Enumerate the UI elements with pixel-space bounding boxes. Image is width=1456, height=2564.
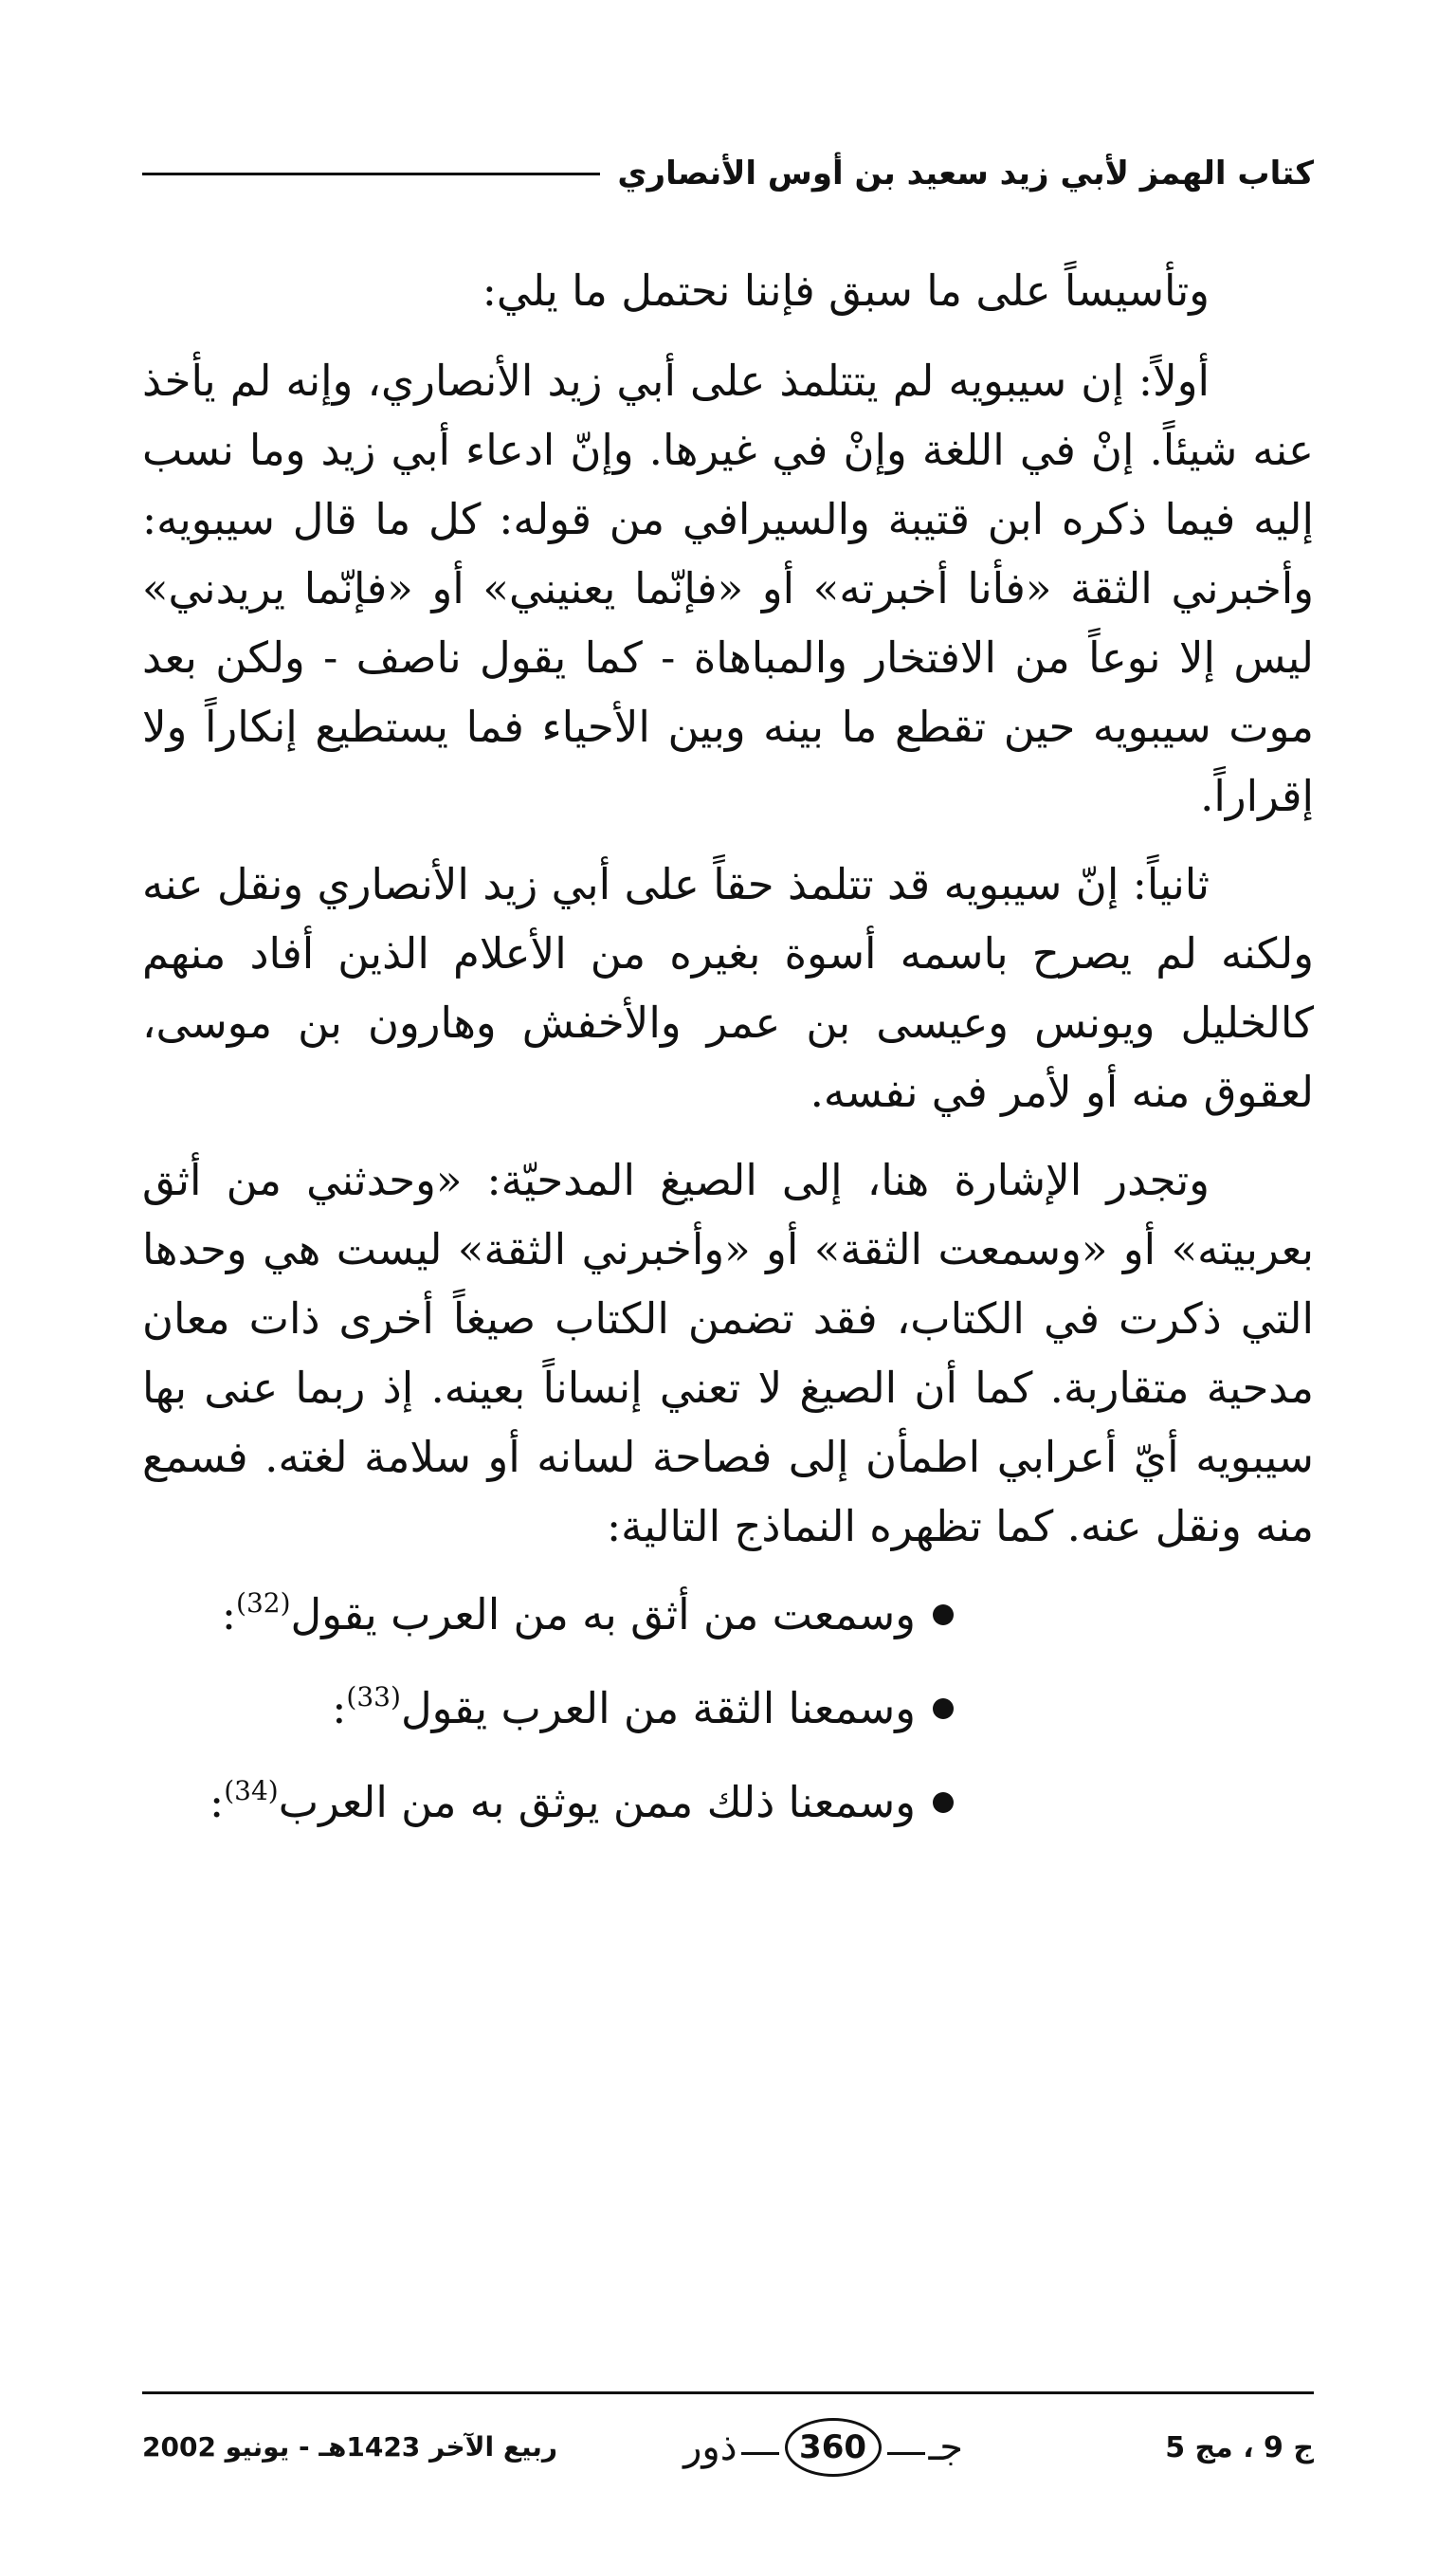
example-text: وسمعت من أثق به من العرب يقول$^{(32)}$: [221,1587,916,1639]
footnote-ref: (33) [346,1681,401,1712]
bullet-icon [933,1792,954,1813]
journal-line-icon [741,2452,779,2455]
issue-label: ج 9 ، مج 5 [1165,2431,1314,2464]
bullet-icon [933,1604,954,1625]
paragraph-third: وتجدر الإشارة هنا، إلى الصيغ المدحيّة: «وحدثني من أثق بعربيته» أو «وسمعت الثقة» أو «وأخبرني الثقة» ليست هي وحدها التي ذكرت في الكتاب، فقد تضمن الكتاب صيغاً أخرى ذات معان مدحية متقاربة. كما أن الصيغ لا تعني إنساناً بعينه. إذ ربما عنى بها سيبويه أيّ أعرابي اطمأن إلى فصاحة لسانه أو سلامة لغته. فسمع منه ونقل عنه. كما تظهره النماذج التالية: [142,1155,1314,1551]
paragraph-second: ثانياً: إنّ سيبويه قد تتلمذ حقاً على أبي زيد الأنصاري ونقل عنه ولكنه لم يصرح باسمه أسوة بغيره من الأعلام الذين أفاد منهم كالخليل ويونس وعيسى بن عمر والأخفش وهارون بن موسى، لعقوق منه أو لأمر في نفسه. [142,859,1314,1117]
list-item [142,1580,954,1649]
journal-name-right: جـ [928,2426,963,2469]
footnote-ref: (32) [236,1587,291,1619]
intro-paragraph: وتأسيساً على ما سبق فإننا نحتمل ما يلي: [482,266,1210,316]
footer-rule [142,2391,1314,2394]
page-footer [142,2408,1314,2494]
journal-mark [683,2418,963,2477]
example-text: وسمعنا ذلك ممن يوثق به من العرب$^{(34)}$: [209,1775,916,1827]
date-label: ربيع الآخر 1423هـ - يونيو 2002 [142,2431,558,2463]
example-text: وسمعنا الثقة من العرب يقول$^{(33)}$: [332,1681,916,1733]
list-item [142,1674,954,1743]
bullet-icon [933,1698,954,1719]
page-number: 360 [785,2418,882,2477]
examples-list [142,1580,1314,1837]
body-text [142,256,1314,1861]
footnote-ref: (34) [224,1775,279,1806]
header-rule [142,173,600,175]
running-header [142,140,1314,207]
journal-name-left: ذور [683,2426,737,2469]
journal-line-icon [887,2452,925,2455]
paragraph-first: أولاً: إن سيبويه لم يتتلمذ على أبي زيد الأنصاري، وإنه لم يأخذ عنه شيئاً. إنْ في اللغة وإنْ في غيرها. وإنّ ادعاء أبي زيد وما نسب إليه فيما ذكره ابن قتيبة والسيرافي من قوله: كل ما قال سيبويه: وأخبرني الثقة «فأنا أخبرته» أو «فإنّما يعنيني» أو «فإنّما يريدني» ليس إلا نوعاً من الافتخار والمباهاة - كما يقول ناصف - ولكن بعد موت سيبويه حين تقطع ما بينه وبين الأحياء فما يستطيع إنكاراً ولا إقراراً. [142,356,1314,821]
list-item [142,1767,954,1837]
header-title: كتاب الهمز لأبي زيد سعيد بن أوس الأنصاري [617,155,1314,192]
